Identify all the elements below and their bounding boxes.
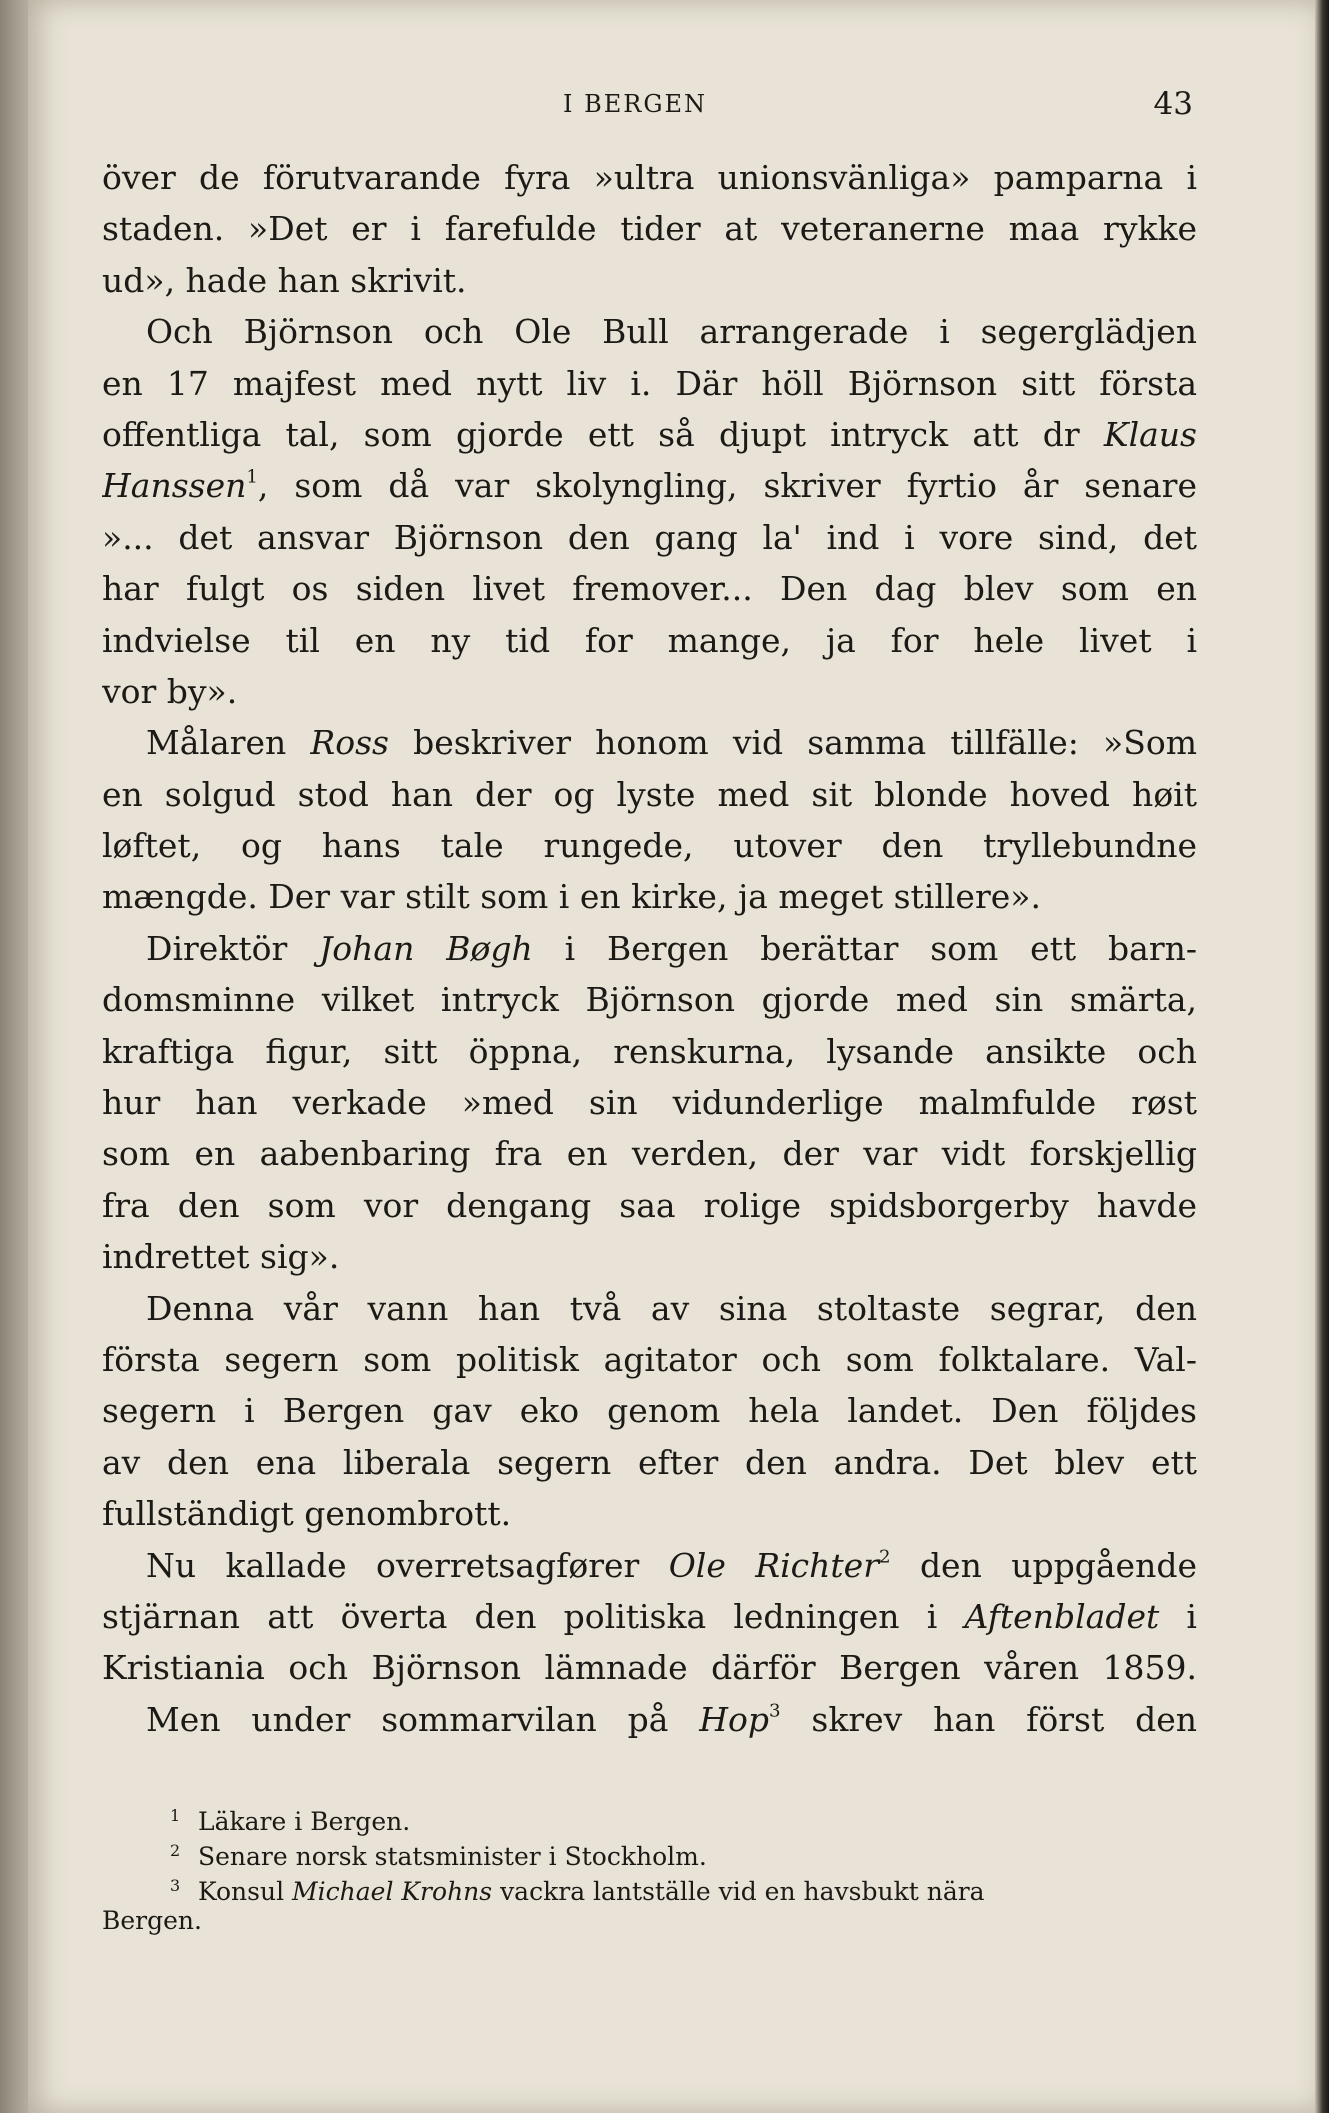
text-line: mængde. Der var stilt som i en kirke, ja meget stillere». xyxy=(102,877,1041,917)
person-name: Ross xyxy=(310,723,389,763)
text-line: en 17 majfest med nytt liv i. Där höll Björnson sitt första xyxy=(102,363,1197,403)
footnote-continuation: Bergen. xyxy=(102,1906,202,1935)
text-line: indvielse til en ny tid for mange, ja for hele livet i xyxy=(102,620,1197,660)
footnote-ref: 2 xyxy=(878,1546,891,1568)
text-line: indrettet sig». xyxy=(102,1237,340,1277)
text-line: som en aabenbaring fra en verden, der var vidt forskjellig xyxy=(102,1134,1197,1174)
person-name: Klaus xyxy=(1103,414,1197,454)
footnote: 3 Konsul Michael Krohns vackra lantställe vid en havsbukt nära xyxy=(170,1876,985,1906)
text-line: fullständigt genombrott. xyxy=(102,1494,512,1534)
text-line: stjärnan att överta den politiska ledningen i Aftenbladet i xyxy=(102,1596,1197,1636)
text-line: staden. »Det er i farefulde tider at veteranerne maa rykke xyxy=(102,209,1197,249)
text-line: första segern som politisk agitator och som folktalare. Val- xyxy=(102,1339,1197,1379)
text-line: segern i Bergen gav eko genom hela landet. Den följdes xyxy=(102,1391,1197,1431)
person-name: Ole Richter xyxy=(668,1545,879,1585)
page-number: 43 xyxy=(1153,86,1193,122)
text-line: har fulgt os siden livet fremover... Den dag blev som en xyxy=(102,569,1197,609)
place-name: Hop xyxy=(699,1699,770,1739)
footnote: 1 Läkare i Bergen. xyxy=(170,1806,411,1836)
footnote-ref: 1 xyxy=(246,466,258,488)
person-name: Johan Bøgh xyxy=(319,928,533,968)
footnote: 2 Senare norsk statsminister i Stockholm. xyxy=(170,1841,707,1871)
text-line: vor by». xyxy=(102,671,238,711)
text-line: Men under sommarvilan på Hop$^3$ skrev han först den xyxy=(146,1699,1197,1739)
running-head: I BERGEN xyxy=(563,90,708,118)
text-line: av den ena liberala segern efter den andra. Det blev ett xyxy=(102,1442,1197,1482)
text-line: Direktör Johan Bøgh i Bergen berättar som ett barn- xyxy=(146,928,1197,968)
text-line: domsminne vilket intryck Björnson gjorde med sin smärta, xyxy=(102,980,1197,1020)
newspaper-name: Aftenbladet xyxy=(964,1596,1160,1636)
page-edge xyxy=(1315,0,1329,2113)
text-line: kraftiga figur, sitt öppna, renskurna, lysande ansikte och xyxy=(102,1031,1197,1071)
book-page xyxy=(28,0,1315,2113)
text-line: fra den som vor dengang saa rolige spidsborgerby havde xyxy=(102,1185,1197,1225)
text-line: Och Björnson och Ole Bull arrangerade i segerglädjen xyxy=(146,312,1197,352)
person-name: Hanssen xyxy=(102,466,247,506)
text-line: Kristiania och Björnson lämnade därför Bergen våren 1859. xyxy=(102,1648,1197,1688)
text-line: offentliga tal, som gjorde ett så djupt intryck att dr Klaus xyxy=(102,414,1197,454)
body-text xyxy=(102,152,1197,1745)
text-line: Målaren Ross beskriver honom vid samma tillfälle: »Som xyxy=(146,723,1197,763)
text-line: Denna vår vann han två av sina stoltaste segrar, den xyxy=(146,1288,1197,1328)
text-line: løftet, og hans tale rungede, utover den tryllebundne xyxy=(102,826,1197,866)
text-line: Hanssen$^1$, som då var skolyngling, skriver fyrtio år senare xyxy=(102,466,1197,506)
footnote-ref: 3 xyxy=(769,1700,781,1722)
text-line: »... det ansvar Björnson den gang la' ind i vore sind, det xyxy=(102,517,1197,557)
footnotes xyxy=(102,1798,1197,1938)
text-line: Nu kallade overretsagfører Ole Richter$^2$ den uppgående xyxy=(146,1545,1197,1585)
text-line: en solgud stod han der og lyste med sit blonde hoved høit xyxy=(102,774,1197,814)
text-line: hur han verkade »med sin vidunderlige malmfulde røst xyxy=(102,1083,1197,1123)
page-header xyxy=(28,86,1315,130)
text-line: ud», hade han skrivit. xyxy=(102,260,467,300)
text-line: över de förutvarande fyra »ultra unionsvänliga» pamparna i xyxy=(102,158,1197,197)
